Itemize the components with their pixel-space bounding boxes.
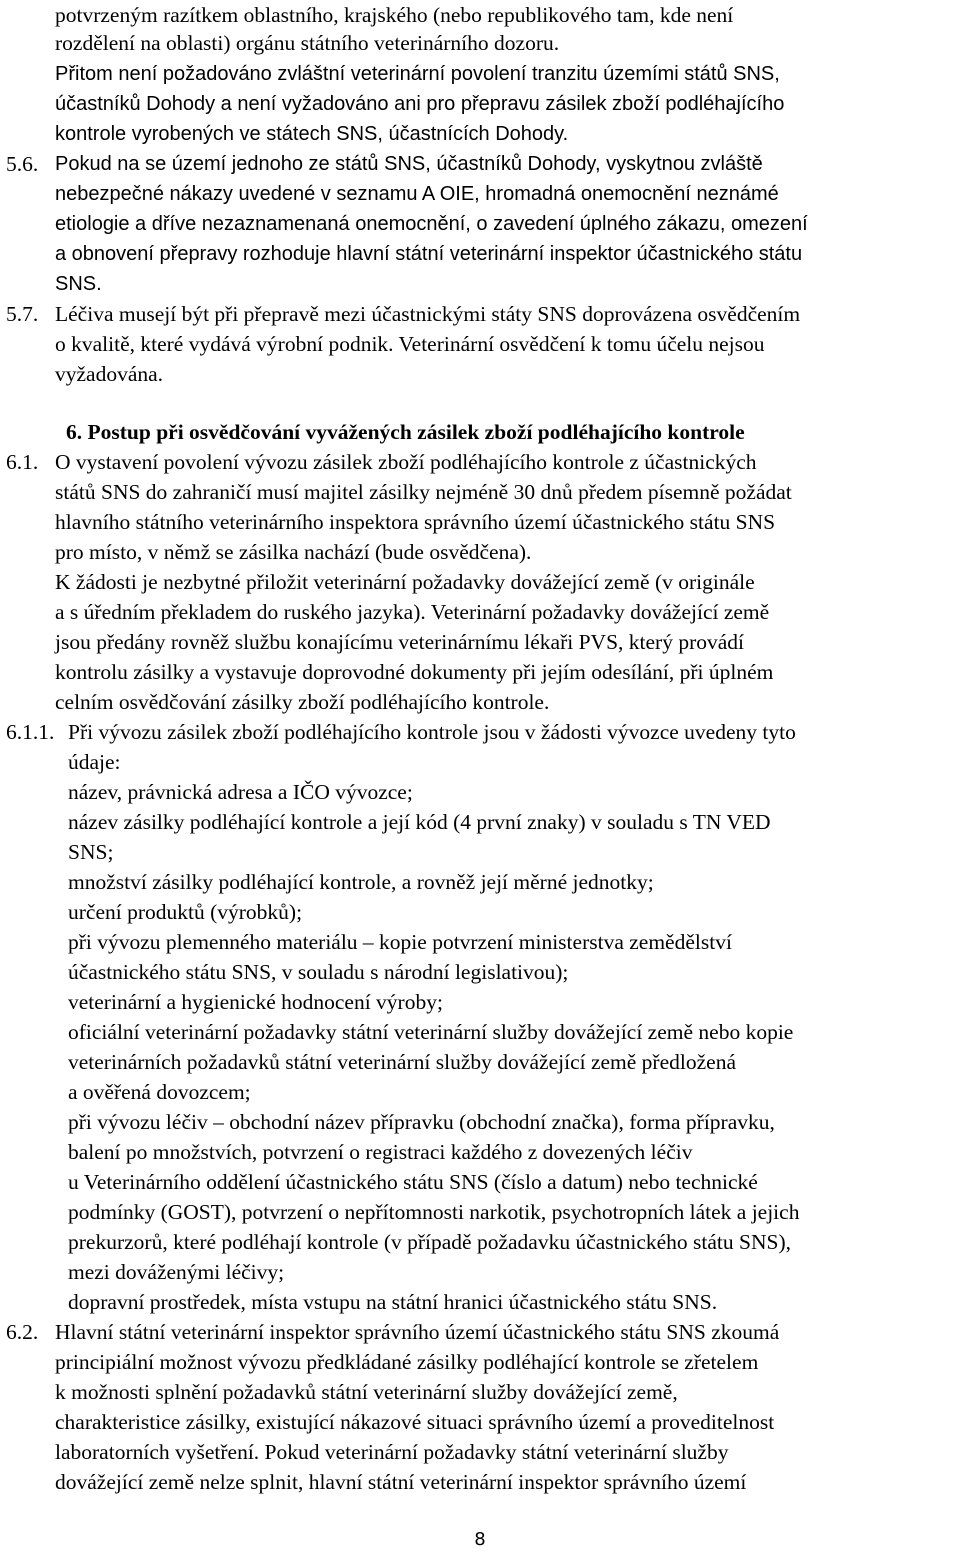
- paragraph-line: principiální možnost vývozu předkládané zásilky podléhající kontrole se zřetelem: [55, 1350, 759, 1374]
- paragraph-line: K žádosti je nezbytné přiložit veterinární požadavky dovážející země (v originále: [55, 570, 755, 594]
- section-heading: 6. Postup při osvědčování vyvážených zásilek zboží podléhajícího kontrole: [66, 420, 745, 444]
- intro-line: účastníků Dohody a není vyžadováno ani pro přepravu zásilek zboží podléhajícího: [55, 93, 785, 115]
- paragraph-line: nebezpečné nákazy uvedené v seznamu A OIE, hromadná onemocnění neznámé: [55, 183, 779, 205]
- paragraph-line: Při vývozu zásilek zboží podléhajícího kontrole jsou v žádosti vývozce uvedeny tyto: [68, 720, 796, 744]
- paragraph-line: Hlavní státní veterinární inspektor správního území účastnického státu SNS zkoumá: [55, 1320, 780, 1344]
- paragraph-line: kontrolu zásilky a vystavuje doprovodné dokumenty při jejím odesílání, při úplném: [55, 660, 774, 684]
- list-item: název zásilky podléhající kontrole a její kód (4 první znaky) v souladu s TN VED: [68, 810, 771, 834]
- paragraph-line: hlavního státního veterinárního inspektora správního území účastnického státu SNS: [55, 510, 776, 534]
- list-item: SNS;: [68, 840, 114, 864]
- paragraph-line: k možnosti splnění požadavků státní veterinární služby dovážející země,: [55, 1380, 678, 1404]
- list-item: účastnického státu SNS, v souladu s národní legislativou);: [68, 960, 569, 984]
- intro-line: rozdělení na oblasti) orgánu státního veterinárního dozoru.: [55, 31, 560, 55]
- list-item: prekurzorů, které podléhají kontrole (v případě požadavku účastnického státu SNS),: [68, 1230, 792, 1254]
- paragraph-line: států SNS do zahraničí musí majitel zásilky nejméně 30 dnů předem písemně požádat: [55, 480, 792, 504]
- paragraph-line: Pokud na se území jednoho ze států SNS, účastníků Dohody, vyskytnou zvláště: [55, 153, 763, 175]
- list-item: balení po množstvích, potvrzení o registraci každého z dovezených léčiv: [68, 1140, 693, 1164]
- section-number: 6.1.1.: [6, 720, 55, 744]
- paragraph-line: celním osvědčování zásilky zboží podléhajícího kontrole.: [55, 690, 550, 714]
- list-item: určení produktů (výrobků);: [68, 900, 303, 924]
- section-number: 5.7.: [6, 302, 39, 326]
- list-item: a ověřená dovozcem;: [68, 1080, 251, 1104]
- section-number: 6.2.: [6, 1320, 39, 1344]
- list-item: název, právnická adresa a IČO vývozce;: [68, 780, 413, 804]
- intro-line: potvrzeným razítkem oblastního, krajského (nebo republikového tam, kde není: [55, 3, 734, 27]
- page-number: 8: [474, 1529, 486, 1550]
- paragraph-line: údaje:: [68, 750, 121, 774]
- paragraph-line: dovážející země nelze splnit, hlavní státní veterinární inspektor správního území: [55, 1470, 747, 1494]
- paragraph-line: pro místo, v němž se zásilka nachází (bude osvědčena).: [55, 540, 532, 564]
- paragraph-line: vyžadována.: [55, 362, 164, 386]
- list-item: při vývozu léčiv – obchodní název přípravku (obchodní značka), forma přípravku,: [68, 1110, 775, 1134]
- paragraph-line: O vystavení povolení vývozu zásilek zboží podléhajícího kontrole z účastnických: [55, 450, 757, 474]
- paragraph-line: Léčiva musejí být při přepravě mezi účastnickými státy SNS doprovázena osvědčením: [55, 302, 801, 326]
- paragraph-line: a s úředním překladem do ruského jazyka). Veterinární požadavky dovážející země: [55, 600, 770, 624]
- paragraph-line: charakteristice zásilky, existující nákazové situaci správního území a proveditelnost: [55, 1410, 775, 1434]
- list-item: dopravní prostředek, místa vstupu na státní hranici účastnického státu SNS.: [68, 1290, 718, 1314]
- list-item: mezi dováženými léčivy;: [68, 1260, 285, 1284]
- paragraph-line: o kvalitě, které vydává výrobní podnik. Veterinární osvědčení k tomu účelu nejsou: [55, 332, 765, 356]
- paragraph-line: SNS.: [55, 273, 102, 295]
- section-number: 6.1.: [6, 450, 39, 474]
- list-item: u Veterinárního oddělení účastnického státu SNS (číslo a datum) nebo technické: [68, 1170, 758, 1194]
- paragraph-line: etiologie a dříve nezaznamenaná onemocnění, o zavedení úplného zákazu, omezení: [55, 213, 808, 235]
- list-item: množství zásilky podléhající kontrole, a rovněž její měrné jednotky;: [68, 870, 654, 894]
- intro-line: Přitom není požadováno zvláštní veterinární povolení tranzitu územími států SNS,: [55, 63, 780, 85]
- paragraph-line: a obnovení přepravy rozhoduje hlavní státní veterinární inspektor účastnického státu: [55, 243, 803, 265]
- section-number: 5.6.: [6, 152, 39, 176]
- intro-line: kontrole vyrobených ve státech SNS, účastnících Dohody.: [55, 123, 569, 145]
- paragraph-line: jsou předány rovněž službu konajícímu veterinárnímu lékaři PVS, který provádí: [55, 630, 745, 654]
- list-item: oficiální veterinární požadavky státní veterinární služby dovážející země nebo kopie: [68, 1020, 794, 1044]
- list-item: veterinární a hygienické hodnocení výroby;: [68, 990, 443, 1014]
- list-item: při vývozu plemenného materiálu – kopie potvrzení ministerstva zemědělství: [68, 930, 732, 954]
- list-item: veterinárních požadavků státní veterinární služby dovážející země předložená: [68, 1050, 736, 1074]
- paragraph-line: laboratorních vyšetření. Pokud veterinární požadavky státní veterinární služby: [55, 1440, 729, 1464]
- list-item: podmínky (GOST), potvrzení o nepřítomnosti narkotik, psychotropních látek a jejich: [68, 1200, 800, 1224]
